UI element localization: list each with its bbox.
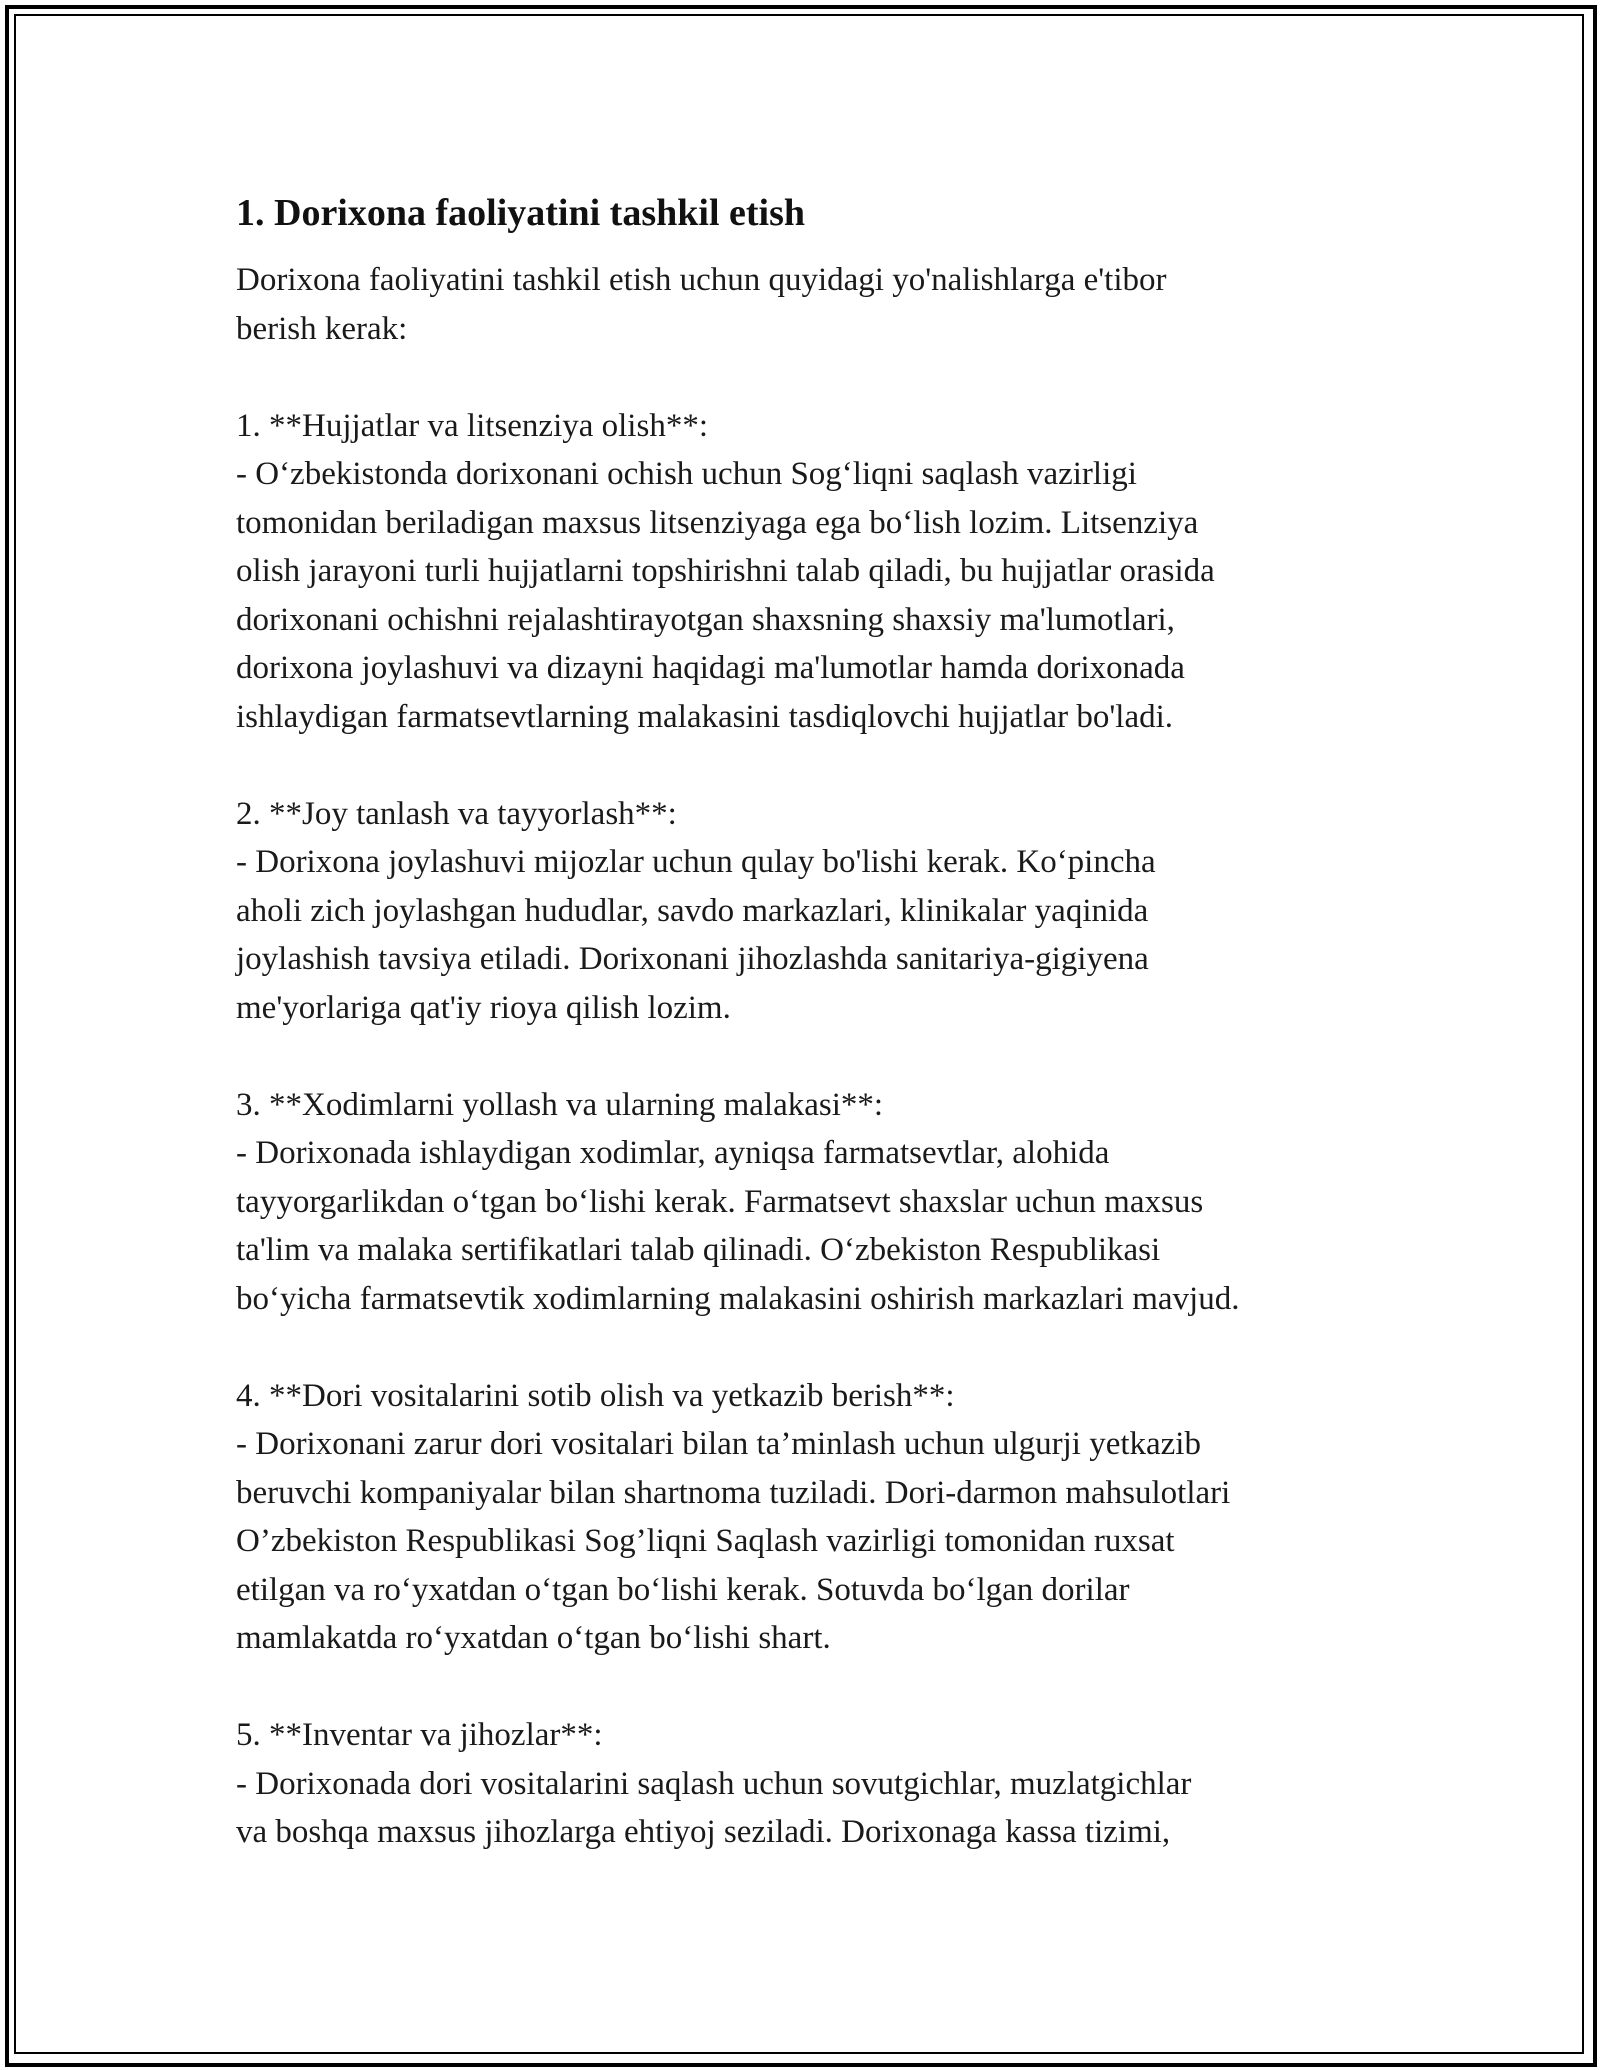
paragraph-gap	[236, 1032, 1386, 1081]
intro-paragraph: Dorixona faoliyatini tashkil etish uchun quyidagi yo'nalishlarga e'tibor berish kerak:	[236, 262, 1167, 347]
section-heading: 5. **Inventar va jihozlar**:	[236, 1717, 603, 1753]
paragraph-gap	[236, 1323, 1386, 1372]
section-body: - O‘zbekistonda dorixonani ochish uchun Sog‘liqni saqlash vazirligi tomonidan beriladigan maxsus litsenziyaga ega bo‘lish lozim. Litsenziya olish jarayoni turli hujjatlarni topshirishni talab qiladi, bu hujjatlar orasida dorixonani ochishni rejalashtirayotgan shaxsning shaxsiy ma'lumotlari, dorixona joylashuvi va dizayni haqidagi ma'lumotlar hamda dorixonada ishlaydigan farmatsevtlarning malakasini tasdiqlovchi hujjatlar bo'ladi.	[236, 456, 1215, 735]
section-heading: 3. **Xodimlarni yollash va ularning malakasi**:	[236, 1086, 884, 1123]
paragraph-gap	[236, 741, 1386, 790]
document-body	[236, 186, 1386, 1857]
document-title: 1. Dorixona faoliyatini tashkil etish	[236, 192, 805, 234]
section-body: - Dorixonani zarur dori vositalari bilan ta’minlash uchun ulgurji yetkazib beruvchi kompaniyalar bilan shartnoma tuziladi. Dori-darmon mahsulotlari O’zbekiston Respublikasi Sog’liqni Saqlash vazirligi tomonidan ruxsat etilgan va ro‘yxatdan o‘tgan bo‘lishi kerak. Sotuvda bo‘lgan dorilar mamlakatda ro‘yxatdan o‘tgan bo‘lishi shart.	[236, 1426, 1231, 1656]
section-heading: 2. **Joy tanlash va tayyorlash**:	[236, 795, 677, 832]
section-2	[236, 790, 1386, 1033]
section-heading: 4. **Dori vositalarini sotib olish va yetkazib berish**:	[236, 1377, 955, 1414]
paragraph-gap	[236, 1663, 1386, 1712]
paragraph-gap	[236, 353, 1386, 402]
section-heading: 1. **Hujjatlar va litsenziya olish**:	[236, 407, 708, 444]
section-body: - Dorixona joylashuvi mijozlar uchun qulay bo'lishi kerak. Ko‘pincha aholi zich joylashgan hududlar, savdo markazlari, klinikalar yaqinida joylashish tavsiya etiladi. Dorixonani jihozlashda sanitariya-gigiyena me'yorlariga qat'iy rioya qilish lozim.	[236, 844, 1156, 1026]
section-body: - Dorixonada ishlaydigan xodimlar, ayniqsa farmatsevtlar, alohida tayyorgarlikdan o‘tgan bo‘lishi kerak. Farmatsevt shaxslar uchun maxsus ta'lim va malaka sertifikatlari talab qilinadi. O‘zbekiston Respublikasi bo‘yicha farmatsevtik xodimlarning malakasini oshirish markazlari mavjud.	[236, 1135, 1240, 1317]
section-4	[236, 1372, 1386, 1663]
section-5	[236, 1711, 1386, 1857]
section-1	[236, 402, 1386, 742]
section-3	[236, 1081, 1386, 1324]
section-body: - Dorixonada dori vositalarini saqlash uchun sovutgichlar, muzlatgichlar va boshqa maxsus jihozlarga ehtiyoj seziladi. Dorixonaga kassa tizimi,	[236, 1765, 1192, 1850]
